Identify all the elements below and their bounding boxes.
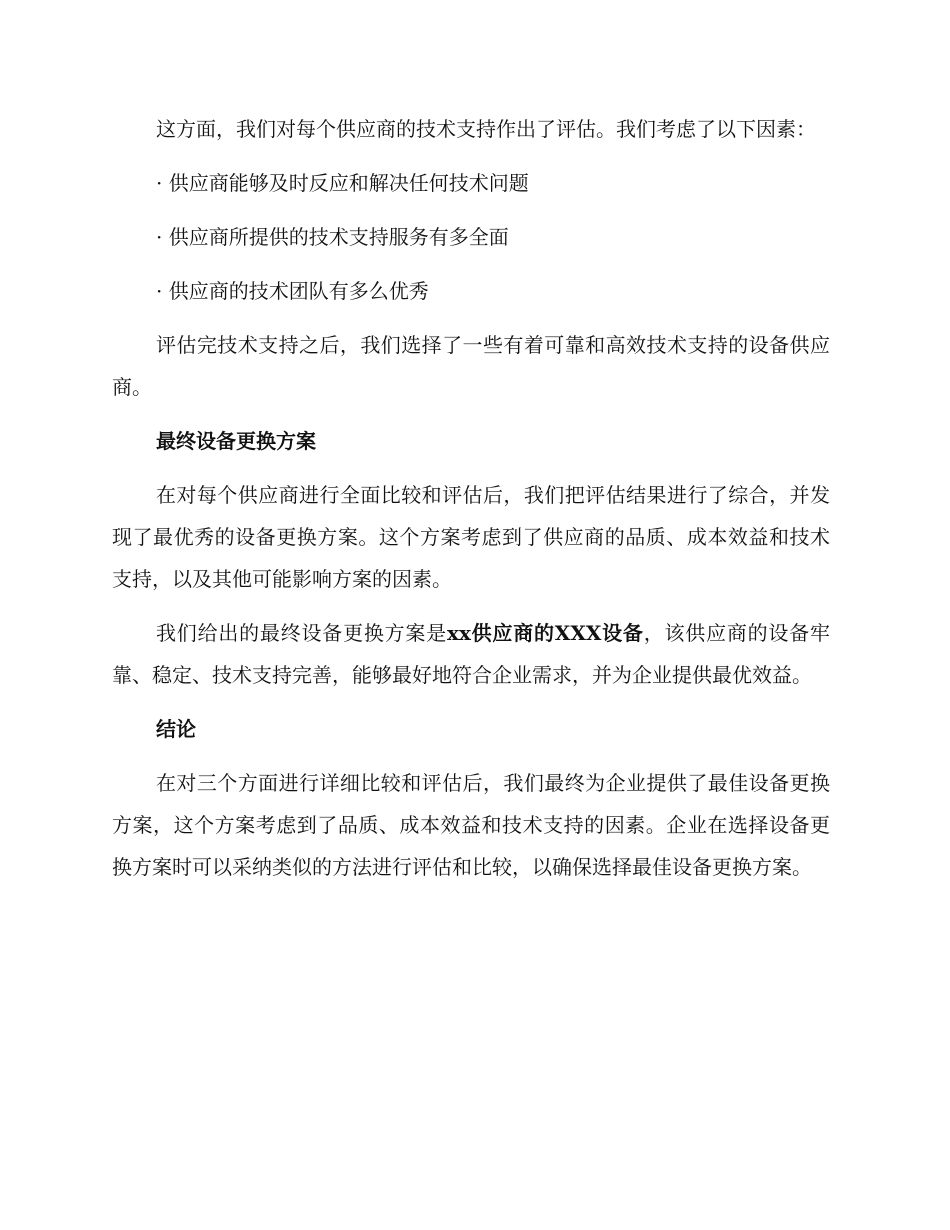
section-heading-conclusion: 结论 [156, 717, 196, 741]
final-plan-bold-supplier: xx供应商的XXX设备 [447, 621, 644, 645]
final-plan-suffix: ，该供应商的设备牢靠、稳定、技术支持完善，能够最好地符合企业需求，并为企业提供最优效益。 [112, 621, 831, 687]
bullet-item: · 供应商所提供的技术支持服务有多全面 [156, 225, 509, 249]
final-plan-prefix: 我们给出的最终设备更换方案是 [156, 621, 448, 645]
final-plan-paragraph-2 [112, 612, 830, 696]
document-body [112, 108, 830, 900]
final-plan-paragraph-1: 在对每个供应商进行全面比较和评估后，我们把评估结果进行了综合，并发现了最优秀的设备更换方案。这个方案考虑到了供应商的品质、成本效益和技术支持，以及其他可能影响方案的因素。 [112, 483, 830, 591]
intro-paragraph: 这方面，我们对每个供应商的技术支持作出了评估。我们考虑了以下因素： [156, 117, 816, 141]
bullet-item: · 供应商能够及时反应和解决任何技术问题 [156, 171, 529, 195]
bullet-item: · 供应商的技术团队有多么优秀 [156, 279, 429, 303]
after-support-paragraph: 评估完技术支持之后，我们选择了一些有着可靠和高效技术支持的设备供应商。 [112, 333, 830, 399]
conclusion-paragraph: 在对三个方面进行详细比较和评估后，我们最终为企业提供了最佳设备更换方案，这个方案考虑到了品质、成本效益和技术支持的因素。企业在选择设备更换方案时可以采纳类似的方法进行评估和比较，以确保选择最佳设备更换方案。 [112, 771, 830, 879]
section-heading-final-plan: 最终设备更换方案 [156, 429, 316, 453]
